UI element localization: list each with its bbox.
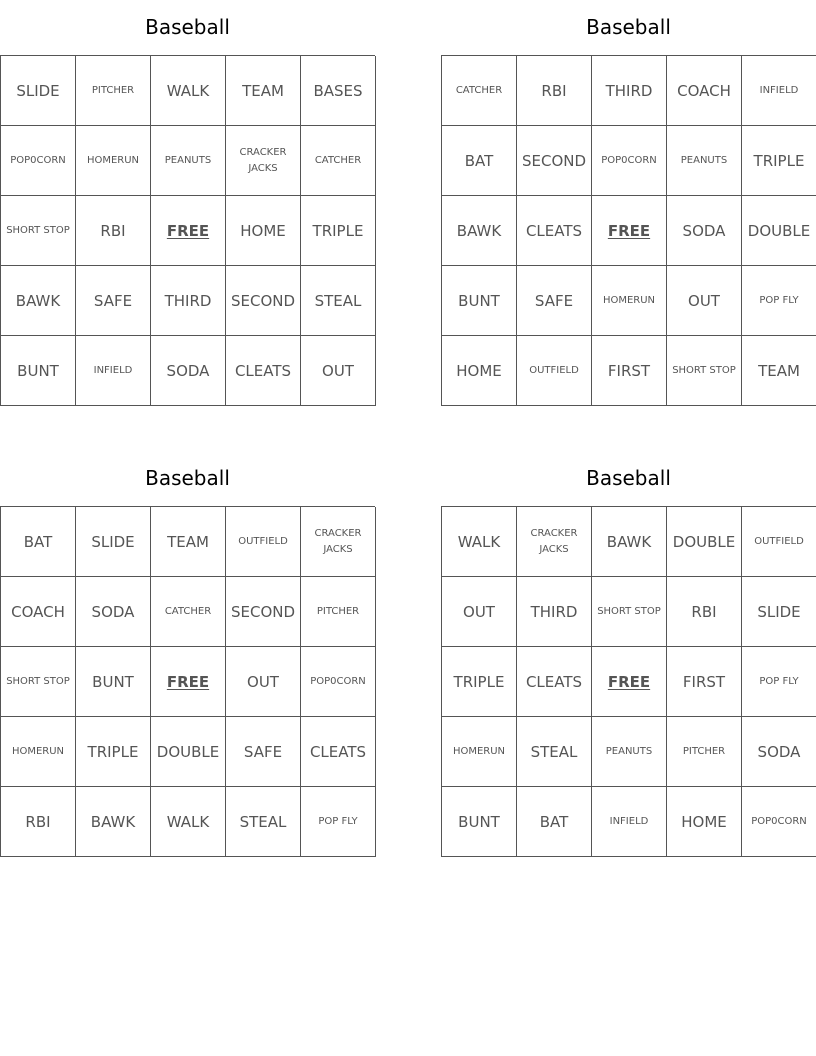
bingo-cell: SODA <box>667 196 742 266</box>
bingo-cell: HOME <box>442 336 517 406</box>
bingo-cell: BAWK <box>76 787 151 857</box>
bingo-cell: FIRST <box>667 647 742 717</box>
bingo-cell: DOUBLE <box>742 196 816 266</box>
bingo-cell: OUT <box>442 577 517 647</box>
bingo-cell: BAT <box>1 507 76 577</box>
bingo-cell: TRIPLE <box>742 126 816 196</box>
bingo-cell: SHORT STOP <box>1 647 76 717</box>
bingo-cell: RBI <box>1 787 76 857</box>
free-space-cell: FREE <box>151 196 226 266</box>
bingo-cell: WALK <box>151 787 226 857</box>
bingo-cell: BAWK <box>592 507 667 577</box>
bingo-cell: HOME <box>226 196 301 266</box>
bingo-cell: CRACKER JACKS <box>226 126 301 196</box>
bingo-cell: PEANUTS <box>151 126 226 196</box>
bingo-cell: SECOND <box>226 577 301 647</box>
bingo-cell: DOUBLE <box>151 717 226 787</box>
bingo-grid <box>441 506 816 857</box>
bingo-cell: SLIDE <box>742 577 816 647</box>
bingo-cell: TEAM <box>226 56 301 126</box>
bingo-cell: CLEATS <box>226 336 301 406</box>
bingo-cell: SHORT STOP <box>667 336 742 406</box>
bingo-cell: CRACKER JACKS <box>517 507 592 577</box>
bingo-card-2 <box>441 0 816 406</box>
bingo-cell: SLIDE <box>1 56 76 126</box>
free-space-cell: FREE <box>592 647 667 717</box>
bingo-cell: CATCHER <box>301 126 376 196</box>
card-title: Baseball <box>145 15 230 39</box>
bingo-cell: OUTFIELD <box>742 507 816 577</box>
bingo-cell: BAT <box>517 787 592 857</box>
bingo-card-3 <box>0 451 375 857</box>
bingo-cell: HOME <box>667 787 742 857</box>
bingo-cell: TRIPLE <box>301 196 376 266</box>
bingo-grid <box>441 55 816 406</box>
bingo-cell: SODA <box>151 336 226 406</box>
bingo-cell: SAFE <box>517 266 592 336</box>
bingo-cell: INFIELD <box>76 336 151 406</box>
bingo-cell: POP0CORN <box>592 126 667 196</box>
bingo-cell: RBI <box>76 196 151 266</box>
bingo-cell: CATCHER <box>151 577 226 647</box>
free-space-cell: FREE <box>151 647 226 717</box>
bingo-cell: CLEATS <box>517 647 592 717</box>
bingo-cell: PEANUTS <box>667 126 742 196</box>
bingo-cell: FIRST <box>592 336 667 406</box>
bingo-cell: CLEATS <box>301 717 376 787</box>
bingo-card-1 <box>0 0 375 406</box>
bingo-cell: BAT <box>442 126 517 196</box>
bingo-cell: OUTFIELD <box>226 507 301 577</box>
bingo-cell: POP FLY <box>742 266 816 336</box>
bingo-cell: SODA <box>742 717 816 787</box>
bingo-cell: SAFE <box>226 717 301 787</box>
bingo-cell: SECOND <box>226 266 301 336</box>
bingo-cell: INFIELD <box>592 787 667 857</box>
bingo-cell: OUT <box>667 266 742 336</box>
bingo-cell: WALK <box>151 56 226 126</box>
bingo-cell: OUT <box>226 647 301 717</box>
bingo-cell: POP FLY <box>301 787 376 857</box>
bingo-cell: PITCHER <box>667 717 742 787</box>
bingo-cell: BASES <box>301 56 376 126</box>
bingo-cell: PEANUTS <box>592 717 667 787</box>
bingo-cell: WALK <box>442 507 517 577</box>
bingo-cell: INFIELD <box>742 56 816 126</box>
bingo-cell: POP0CORN <box>301 647 376 717</box>
bingo-cell: STEAL <box>517 717 592 787</box>
bingo-cell: SECOND <box>517 126 592 196</box>
bingo-grid <box>0 55 375 406</box>
bingo-cell: BUNT <box>76 647 151 717</box>
bingo-cell: BAWK <box>1 266 76 336</box>
bingo-cell: HOMERUN <box>1 717 76 787</box>
bingo-cell: THIRD <box>517 577 592 647</box>
bingo-cell: HOMERUN <box>442 717 517 787</box>
bingo-cell: BUNT <box>1 336 76 406</box>
bingo-cell: COACH <box>667 56 742 126</box>
bingo-cell: POP0CORN <box>742 787 816 857</box>
bingo-cell: SHORT STOP <box>592 577 667 647</box>
bingo-cell: PITCHER <box>301 577 376 647</box>
bingo-cell: SAFE <box>76 266 151 336</box>
bingo-cell: CRACKER JACKS <box>301 507 376 577</box>
bingo-cell: POP0CORN <box>1 126 76 196</box>
bingo-cell: STEAL <box>226 787 301 857</box>
bingo-cell: OUT <box>301 336 376 406</box>
card-title: Baseball <box>145 466 230 490</box>
bingo-cell: PITCHER <box>76 56 151 126</box>
bingo-cell: CATCHER <box>442 56 517 126</box>
bingo-cell: CLEATS <box>517 196 592 266</box>
bingo-cell: STEAL <box>301 266 376 336</box>
bingo-cell: TRIPLE <box>442 647 517 717</box>
card-title: Baseball <box>586 466 671 490</box>
bingo-cell: HOMERUN <box>76 126 151 196</box>
bingo-cell: DOUBLE <box>667 507 742 577</box>
bingo-grid <box>0 506 375 857</box>
bingo-cell: BUNT <box>442 787 517 857</box>
bingo-cell: RBI <box>667 577 742 647</box>
bingo-cell: SLIDE <box>76 507 151 577</box>
bingo-cell: BUNT <box>442 266 517 336</box>
card-title: Baseball <box>586 15 671 39</box>
bingo-cell: SODA <box>76 577 151 647</box>
bingo-cell: BAWK <box>442 196 517 266</box>
bingo-cell: HOMERUN <box>592 266 667 336</box>
bingo-cell: THIRD <box>592 56 667 126</box>
free-space-cell: FREE <box>592 196 667 266</box>
bingo-cell: TEAM <box>151 507 226 577</box>
bingo-cell: SHORT STOP <box>1 196 76 266</box>
bingo-cell: POP FLY <box>742 647 816 717</box>
bingo-cell: THIRD <box>151 266 226 336</box>
bingo-cell: TEAM <box>742 336 816 406</box>
bingo-card-4 <box>441 451 816 857</box>
bingo-cell: RBI <box>517 56 592 126</box>
bingo-cell: OUTFIELD <box>517 336 592 406</box>
bingo-cell: TRIPLE <box>76 717 151 787</box>
bingo-cell: COACH <box>1 577 76 647</box>
